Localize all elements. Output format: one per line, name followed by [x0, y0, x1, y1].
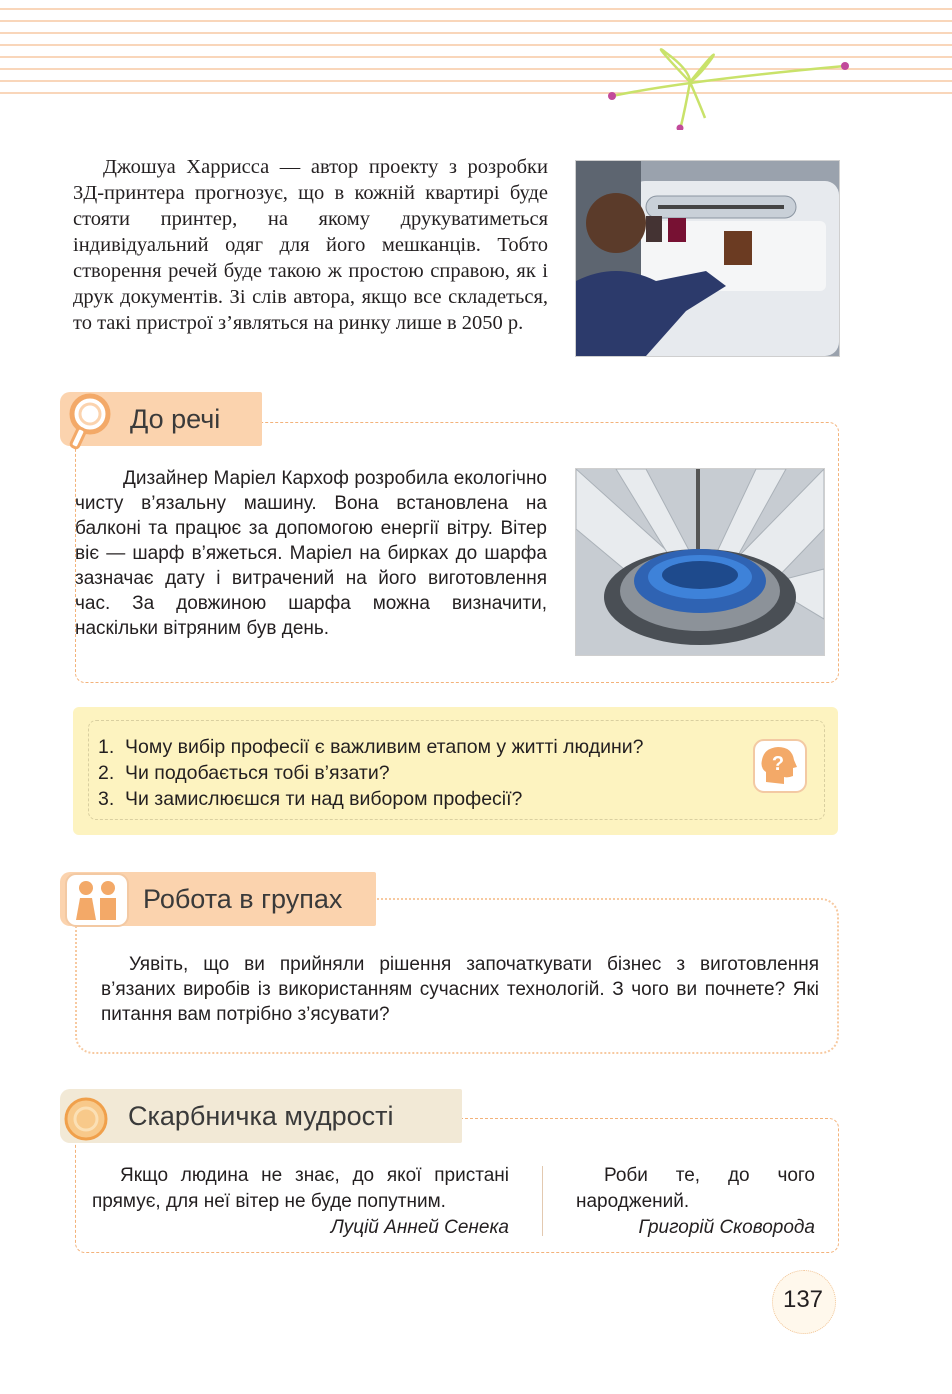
question-item — [98, 786, 738, 812]
by-the-way-text-block — [75, 466, 547, 641]
header-stripes — [0, 0, 952, 130]
quote-text: Роби те, до чого народжений. — [576, 1165, 815, 1212]
wisdom-title: Скарбничка мудрості — [128, 1101, 394, 1131]
question-number: 1. — [98, 736, 115, 758]
question-number: 3. — [98, 788, 115, 810]
magnifier-icon — [62, 388, 122, 452]
by-the-way-text: Дизайнер Маріел Кархоф розробила екологічно чисту в’язальну машину. Вона встановлена на балконі та працює за допомогою енергії вітру. Вітер віє — шарф в’яжеться. Маріел на бирках до шарфа зазначає дату і витрачений на його виготовлення час. За довжиною шарфа можна визначити, наскільки вітряним був день. — [75, 468, 547, 639]
questions-list — [98, 734, 738, 812]
question-text: Чи подобається тобі в’язати? — [125, 762, 390, 784]
quote-seneca — [92, 1163, 509, 1241]
question-text: Чому вибір професії є важливим етапом у житті людини? — [125, 736, 644, 758]
quote-skovoroda — [576, 1163, 815, 1241]
question-item — [98, 734, 738, 760]
question-text: Чи замислюєшся ти над вибором професії? — [125, 788, 523, 810]
svg-text:?: ? — [771, 753, 785, 775]
by-the-way-title: До речі — [130, 404, 221, 434]
question-item — [98, 760, 738, 786]
group-people-icon — [62, 870, 132, 930]
group-work-text-block — [101, 952, 819, 1027]
quote-text: Якщо людина не знає, до якої пристані прямує, для неї вітер не буде попутним. — [92, 1165, 509, 1212]
ribbon-bow-icon — [612, 49, 845, 130]
intro-text: Джошуа Харрисса — автор проекту з розробки 3Д-принтера прогнозує, що в кожній квартирі буде стояти принтер, на якому друкуватиметься індивідуальний одяг для його мешканців. Тобто створення речей буде такою ж простою справою, як і друк документів. Зі слів автора, якщо все складеться, то такі пристрої з’являться на ринку лише в 2050 р. — [73, 156, 548, 334]
group-work-title: Робота в групах — [143, 884, 343, 914]
quote-author: Луцій Анней Сенека — [330, 1217, 509, 1238]
intro-paragraph — [73, 154, 548, 336]
page-number: 137 — [782, 1286, 824, 1313]
printer-photo — [575, 160, 840, 357]
head-question-icon — [752, 738, 808, 794]
group-work-text: Уявіть, що ви прийняли рішення започаткувати бізнес з виготовлення в’язаних виробів із використанням сучасних технологій. З чого ви почнете? Які питання вам потрібно з’ясувати? — [101, 954, 819, 1025]
quote-author: Григорій Сковорода — [638, 1217, 815, 1238]
quote-divider — [542, 1166, 543, 1236]
question-number: 2. — [98, 762, 115, 784]
knitting-machine-photo — [575, 468, 825, 656]
coin-icon — [62, 1094, 112, 1144]
